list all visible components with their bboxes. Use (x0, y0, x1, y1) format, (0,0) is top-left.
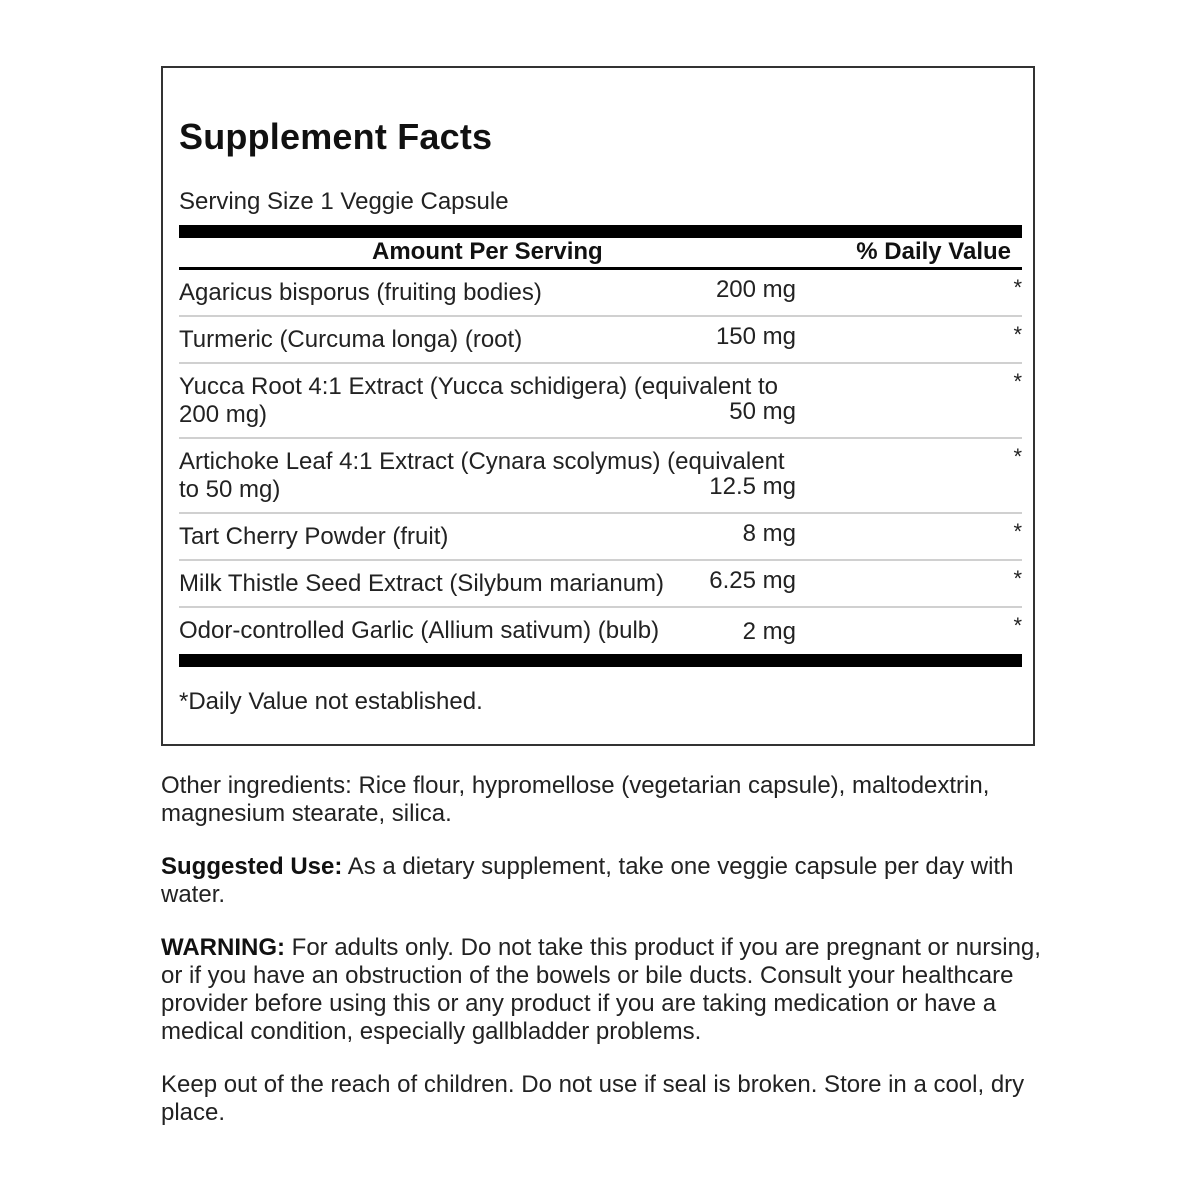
suggested-use (161, 853, 1041, 909)
ingredient-amount: 8 mg (742, 520, 796, 547)
ingredient-amount: 150 mg (715, 323, 796, 350)
other-ingredients: Other ingredients: Rice flour, hypromellose (vegetarian capsule), maltodextrin, magnesium stearate, silica. (161, 772, 990, 827)
table-row (179, 270, 1022, 317)
daily-value-footnote: *Daily Value not established. (179, 688, 483, 715)
table-row (179, 561, 1022, 608)
ingredient-daily-value: * (1013, 322, 1022, 347)
storage-instructions: Keep out of the reach of children. Do not use if seal is broken. Store in a cool, dry place. (161, 1071, 1025, 1126)
suggested-use-text: As a dietary supplement, take one veggie capsule per day with water. (161, 853, 1014, 908)
warning-text: For adults only. Do not take this product if you are pregnant or nursing, or if you have an obstruction of the bowels or bile ducts. Consult your healthcare provider before using this or any product if you are taking medication or have a medical condition, especially gallbladder problems. (161, 934, 1041, 1045)
ingredient-name: Milk Thistle Seed Extract (Silybum marianum) (179, 570, 665, 597)
ingredient-amount: 12.5 mg (709, 473, 796, 500)
ingredient-daily-value: * (1013, 519, 1022, 544)
ingredient-amount: 6.25 mg (709, 567, 796, 594)
ingredient-name: Agaricus bisporus (fruiting bodies) (179, 279, 542, 306)
ingredient-name: Yucca Root 4:1 Extract (Yucca schidigera) (equivalent to 200 mg) (179, 373, 778, 428)
facts-title: Supplement Facts (179, 116, 493, 157)
table-row (179, 364, 1022, 439)
ingredient-amount: 50 mg (729, 398, 796, 425)
ingredient-name: Odor-controlled Garlic (Allium sativum) (bulb) (179, 617, 660, 644)
serving-size: Serving Size 1 Veggie Capsule (179, 188, 509, 215)
table-row (179, 608, 1022, 654)
table-row (179, 439, 1022, 514)
warning-label: WARNING: (161, 934, 285, 961)
ingredient-daily-value: * (1013, 613, 1022, 638)
ingredient-name: Tart Cherry Powder (fruit) (179, 523, 449, 550)
ingredient-daily-value: * (1013, 275, 1022, 300)
ingredient-daily-value: * (1013, 566, 1022, 591)
ingredient-daily-value: * (1013, 369, 1022, 394)
daily-value-header: % Daily Value (856, 238, 1011, 265)
warning (161, 934, 1041, 1046)
ingredient-name: Artichoke Leaf 4:1 Extract (Cynara scolymus) (equivalent to 50 mg) (179, 448, 785, 503)
table-row (179, 317, 1022, 364)
top-divider-bar (179, 225, 1022, 238)
amount-per-serving-header: Amount Per Serving (372, 238, 603, 265)
supplement-facts-panel (161, 66, 1035, 746)
ingredient-name: Turmeric (Curcuma longa) (root) (179, 326, 523, 353)
bottom-divider-bar (179, 654, 1022, 667)
ingredient-table (179, 270, 1022, 654)
ingredient-amount: 200 mg (715, 276, 796, 303)
suggested-use-label: Suggested Use: (161, 853, 343, 880)
ingredient-amount: 2 mg (742, 618, 796, 645)
table-row (179, 514, 1022, 561)
ingredient-daily-value: * (1013, 444, 1022, 469)
